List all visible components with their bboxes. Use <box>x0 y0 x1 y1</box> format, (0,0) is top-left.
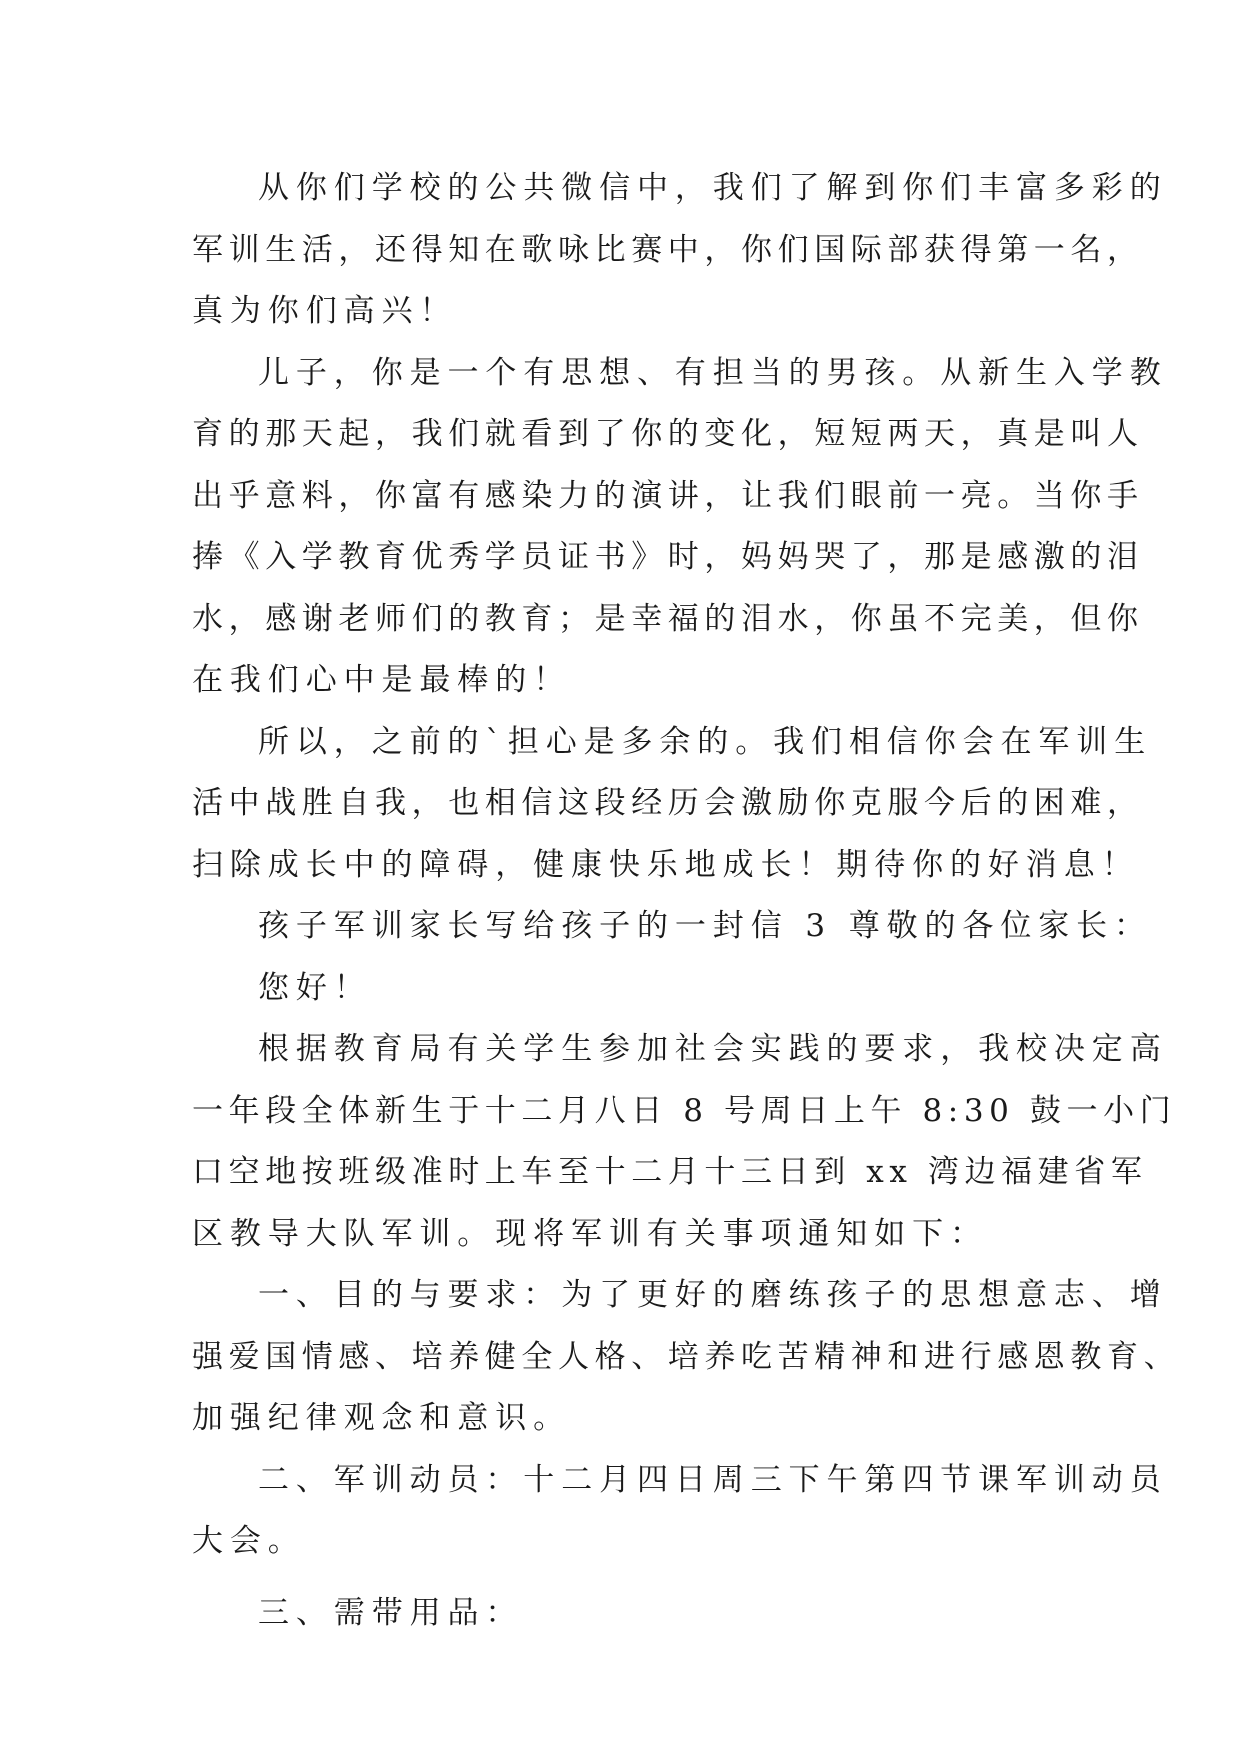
paragraph-line: 扫除成长中的障碍，健康快乐地成长！期待你的好消息！ <box>192 846 1140 883</box>
paragraph-line: 口空地按班级准时上车至十二月十三日到 xx 湾边福建省军 <box>192 1154 1148 1190</box>
paragraph-line: 在我们心中是最棒的！ <box>192 662 571 698</box>
paragraph-line: 加强纪律观念和意识。 <box>192 1400 571 1436</box>
letter-body <box>192 158 1181 1644</box>
paragraph-line: 真为你们高兴！ <box>192 293 458 329</box>
paragraph-line: 一年段全体新生于十二月八日 8 号周日上午 8:30 鼓一小门 <box>192 1092 1177 1129</box>
paragraph-line: 育的那天起，我们就看到了你的变化，短短两天，真是叫人 <box>192 416 1144 452</box>
paragraph-line: 区教导大队军训。现将军训有关事项通知如下： <box>192 1215 988 1252</box>
paragraph-line: 活中战胜自我，也相信这段经历会激励你克服今后的困难， <box>192 785 1144 821</box>
paragraph-line: 三、需带用品： <box>258 1594 524 1631</box>
paragraph-line: 儿子，你是一个有思想、有担当的男孩。从新生入学教 <box>258 354 1168 391</box>
paragraph-line: 出乎意料，你富有感染力的演讲，让我们眼前一亮。当你手 <box>192 477 1144 514</box>
paragraph-line: 从你们学校的公共微信中，我们了解到你们丰富多彩的 <box>258 170 1168 206</box>
paragraph-line: 所以，之前的`担心是多余的。我们相信你会在军训生 <box>258 723 1153 760</box>
paragraph-line: 水，感谢老师们的教育；是幸福的泪水，你虽不完美，但你 <box>192 600 1144 637</box>
paragraph-line: 捧《入学教育优秀学员证书》时，妈妈哭了，那是感激的泪 <box>192 539 1144 575</box>
paragraph-line: 强爱国情感、培养健全人格、培养吃苦精神和进行感恩教育、 <box>192 1338 1181 1375</box>
paragraph-line: 您好！ <box>258 969 372 1006</box>
paragraph-line: 孩子军训家长写给孩子的一封信 3 尊敬的各位家长： <box>258 908 1152 944</box>
paragraph-line: 根据教育局有关学生参加社会实践的要求，我校决定高 <box>258 1031 1168 1067</box>
paragraph-line: 一、目的与要求：为了更好的磨练孩子的思想意志、增 <box>258 1277 1168 1313</box>
paragraph-line: 大会。 <box>192 1523 306 1559</box>
paragraph-line: 军训生活，还得知在歌咏比赛中，你们国际部获得第一名， <box>192 231 1144 268</box>
paragraph-line: 二、军训动员：十二月四日周三下午第四节课军训动员 <box>258 1461 1168 1498</box>
